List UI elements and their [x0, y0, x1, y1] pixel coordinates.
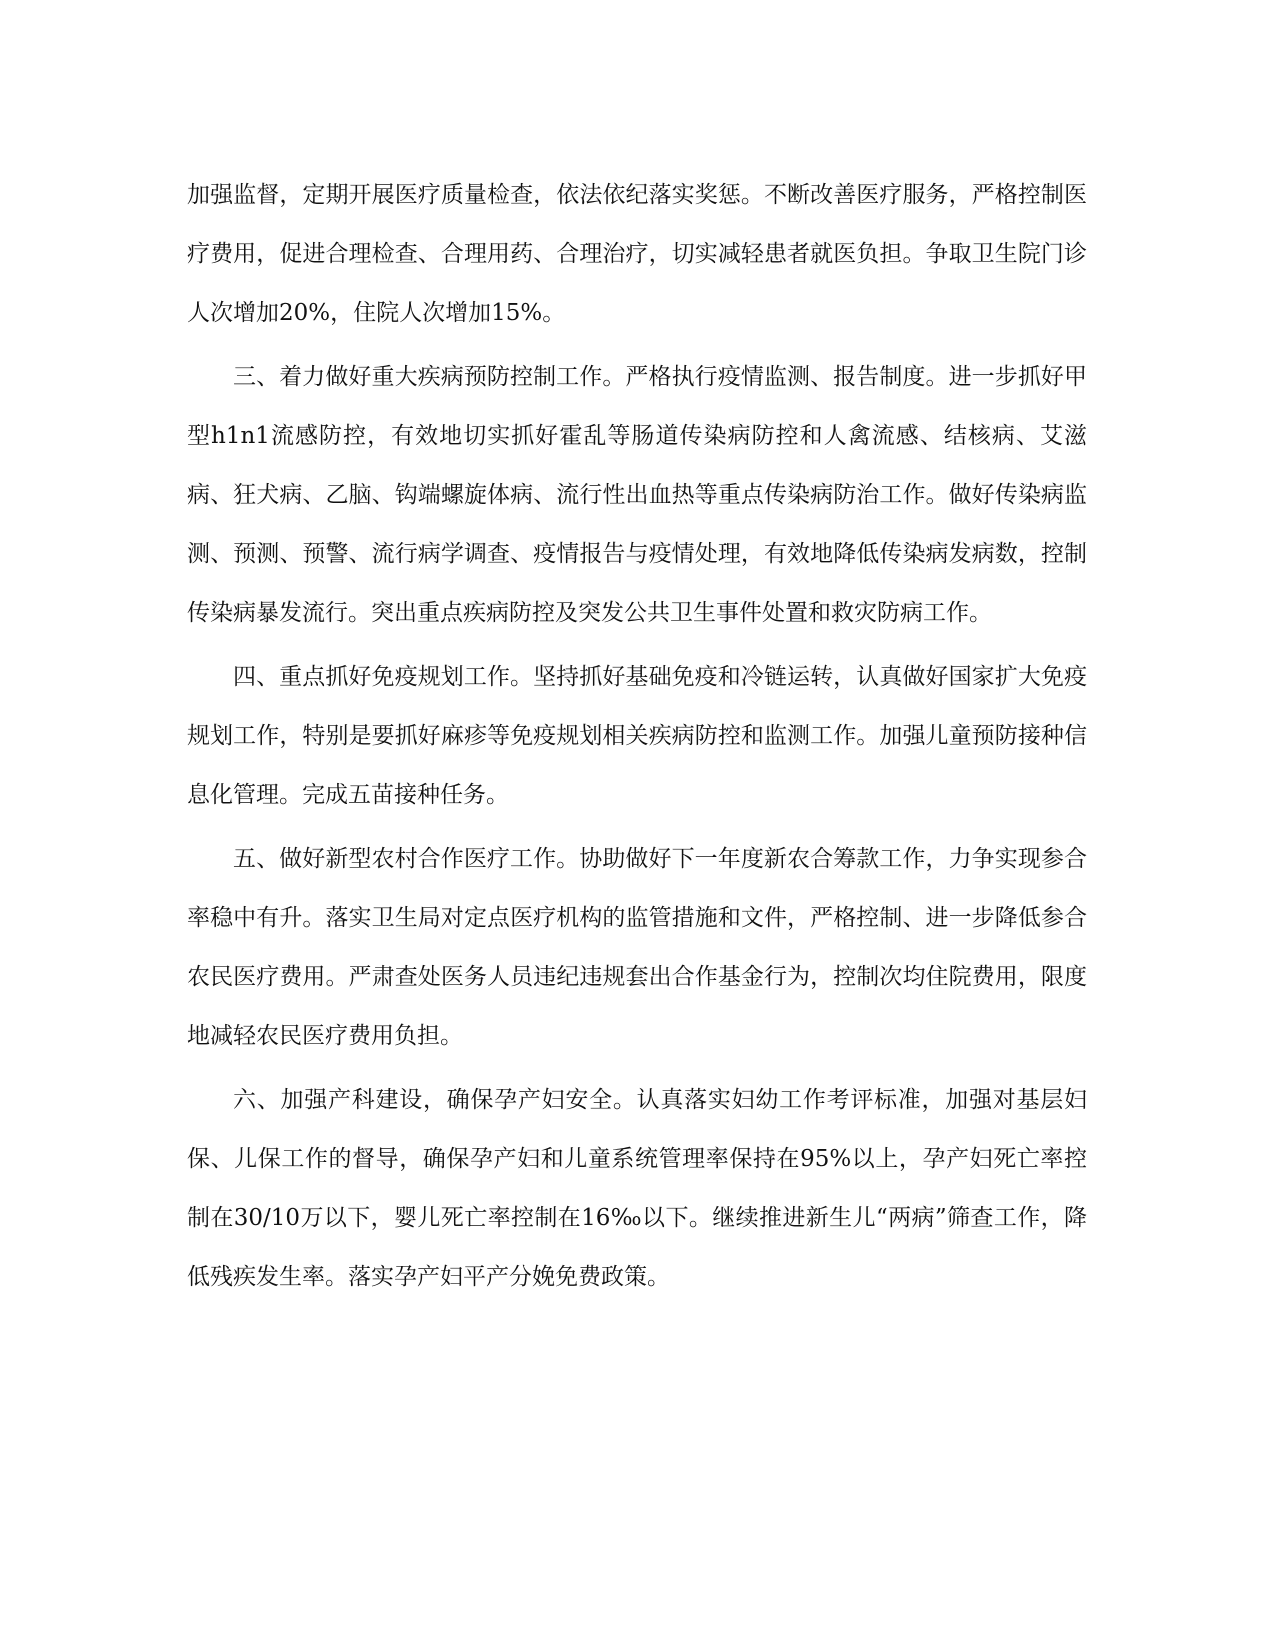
paragraph-section-3: 三、着力做好重大疾病预防控制工作。严格执行疫情监测、报告制度。进一步抓好甲型h1n1流感防控，有效地切实抓好霍乱等肠道传染病防控和人禽流感、结核病、艾滋病、狂犬病、乙脑、钩端螺旋体病、流行性出血热等重点传染病防治工作。做好传染病监测、预测、预警、流行病学调查、疫情报告与疫情处理，有效地降低传染病发病数，控制传染病暴发流行。突出重点疾病防控及突发公共卫生事件处置和救灾防病工作。: [187, 364, 1087, 626]
paragraph-section-6: 六、加强产科建设，确保孕产妇安全。认真落实妇幼工作考评标准，加强对基层妇保、儿保工作的督导，确保孕产妇和儿童系统管理率保持在95%以上，孕产妇死亡率控制在30/10万以下，婴儿死亡率控制在16‰以下。继续推进新生儿“两病”筛查工作，降低残疾发生率。落实孕产妇平产分娩免费政策。: [187, 1087, 1087, 1290]
paragraph-section-5: 五、做好新型农村合作医疗工作。协助做好下一年度新农合筹款工作，力争实现参合率稳中有升。落实卫生局对定点医疗机构的监管措施和文件，严格控制、进一步降低参合农民医疗费用。严肃查处医务人员违纪违规套出合作基金行为，控制次均住院费用，限度地减轻农民医疗费用负担。: [187, 846, 1087, 1049]
paragraph-section-4: 四、重点抓好免疫规划工作。坚持抓好基础免疫和冷链运转，认真做好国家扩大免疫规划工作，特别是要抓好麻疹等免疫规划相关疾病防控和监测工作。加强儿童预防接种信息化管理。完成五苗接种任务。: [187, 664, 1087, 808]
document-body: [187, 166, 1087, 1312]
paragraph-continuation: 加强监督，定期开展医疗质量检查，依法依纪落实奖惩。不断改善医疗服务，严格控制医疗费用，促进合理检查、合理用药、合理治疗，切实减轻患者就医负担。争取卫生院门诊人次增加20%，住院人次增加15%。: [187, 182, 1087, 326]
